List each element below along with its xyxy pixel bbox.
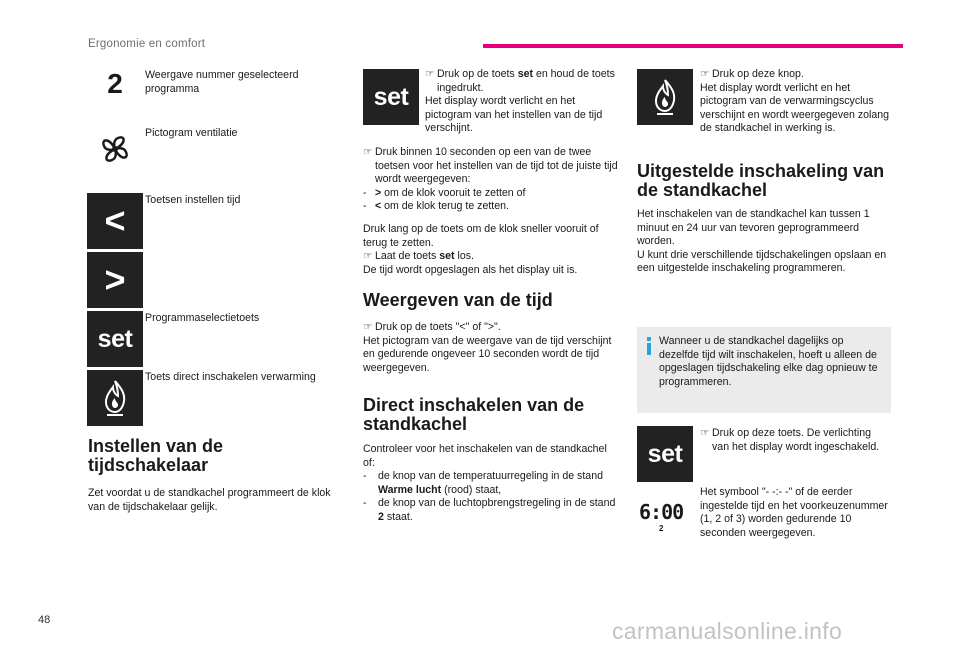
step-release-set: Druk lang op de toets om de klok sneller vooruit of terug te zetten. ☞ Laat de toets set los. De tijd wordt opgeslagen als het display uit is. [363, 223, 599, 276]
heading-direct-heating: Direct inschakelen van de standkachel [363, 395, 585, 434]
display-time: 6:00 [639, 500, 684, 524]
clock-display-icon [637, 498, 693, 542]
heater-flame-icon [87, 370, 143, 426]
set-button-icon: set [637, 426, 693, 482]
step-marker-icon: ☞ [700, 427, 710, 439]
section-header: Ergonomie en comfort [88, 38, 206, 50]
legend-program-select: Programmaselectietoets [145, 312, 260, 324]
step-hold-set: ☞ Druk op de toets set en houd de toets ingedrukt. Het display wordt verlicht en het pictogram van het instellen van de tijd verschijnt. [425, 68, 615, 135]
time-down-button-icon: < [87, 193, 143, 249]
step-marker-icon: ☞ [425, 68, 435, 80]
step-marker-icon: ☞ [363, 146, 373, 158]
step-marker-icon: ☞ [363, 250, 373, 263]
symbol-description: Het symbool "- -:- -" of de eerder ingestelde tijd en het voorkeuzenummer (1, 2 of 3) worden gedurende 10 seconden weergegeven. [700, 486, 888, 539]
heading-delayed-start: Uitgestelde inschakeling van de standkachel [637, 161, 885, 200]
set-button-icon: set [363, 69, 419, 125]
step-marker-icon: ☞ [700, 68, 710, 80]
step-marker-icon: ☞ [363, 321, 373, 333]
info-text: Wanneer u de standkachel dagelijks op dezelfde tijd wilt inschakelen, hoeft u alleen de opgeslagen tijdschakeling elke dag opnieuw te programmeren. [659, 335, 878, 388]
legend-program-number: Weergave nummer geselecteerd programma [145, 69, 299, 95]
watermark: carmanualsonline.info [612, 618, 843, 644]
display-program-number: 2 [659, 524, 664, 533]
step-press-heater: ☞ Druk op deze knop. Het display wordt verlicht en het pictogram van de verwarmingscyclus verschijnt en wordt weergegeven zolang de standkachel in werking is. [700, 68, 890, 135]
set-button-icon: set [87, 311, 143, 367]
header-accent-bar [483, 44, 903, 48]
intro-paragraph: Zet voordat u de standkachel programmeert de klok van de tijdschakelaar gelijk. [88, 487, 331, 513]
heading-set-timer: Instellen van de tijdschakelaar [88, 436, 224, 475]
direct-heating-text: Controleer voor het inschakelen van de standkachel of: - de knop van de temperatuurregeling in de stand Warme lucht (rood) staat, - de knop van de luchtopbrengstregeling in de stand 2 staat. [363, 443, 616, 523]
fan-icon [87, 121, 143, 177]
legend-fan: Pictogram ventilatie [145, 127, 238, 139]
heater-flame-icon [637, 69, 693, 125]
step-set-time: ☞ Druk binnen 10 seconden op een van de twee toetsen voor het instellen van de tijd tot de juiste tijd wordt weergegeven: - > om de klok vooruit te zetten of - < om de klok terug te zetten. [363, 146, 618, 213]
legend-time-keys: Toetsen instellen tijd [145, 194, 241, 206]
step-press-set: ☞ Druk op deze toets. De verlichting van het display wordt ingeschakeld. [700, 427, 880, 453]
page-number: 48 [38, 614, 51, 626]
info-box [637, 327, 891, 413]
time-up-button-icon: > [87, 252, 143, 308]
info-icon [645, 337, 653, 357]
delayed-start-text: Het inschakelen van de standkachel kan tussen 1 minuut en 24 uur van tevoren geprogrammeerd worden. U kunt drie verschillende tijdschakelingen opslaan en een uitgestelde inschakeling programmeren. [637, 208, 887, 275]
legend-direct-heating: Toets direct inschakelen verwarming [145, 371, 316, 383]
program-number-icon: 2 [107, 68, 123, 99]
view-time-text: ☞ Druk op de toets "<" of ">". Het pictogram van de weergave van de tijd verschijnt en gedurende ongeveer 10 seconden wordt de tijd weergegeven. [363, 321, 612, 374]
heading-view-time: Weergeven van de tijd [363, 290, 553, 310]
